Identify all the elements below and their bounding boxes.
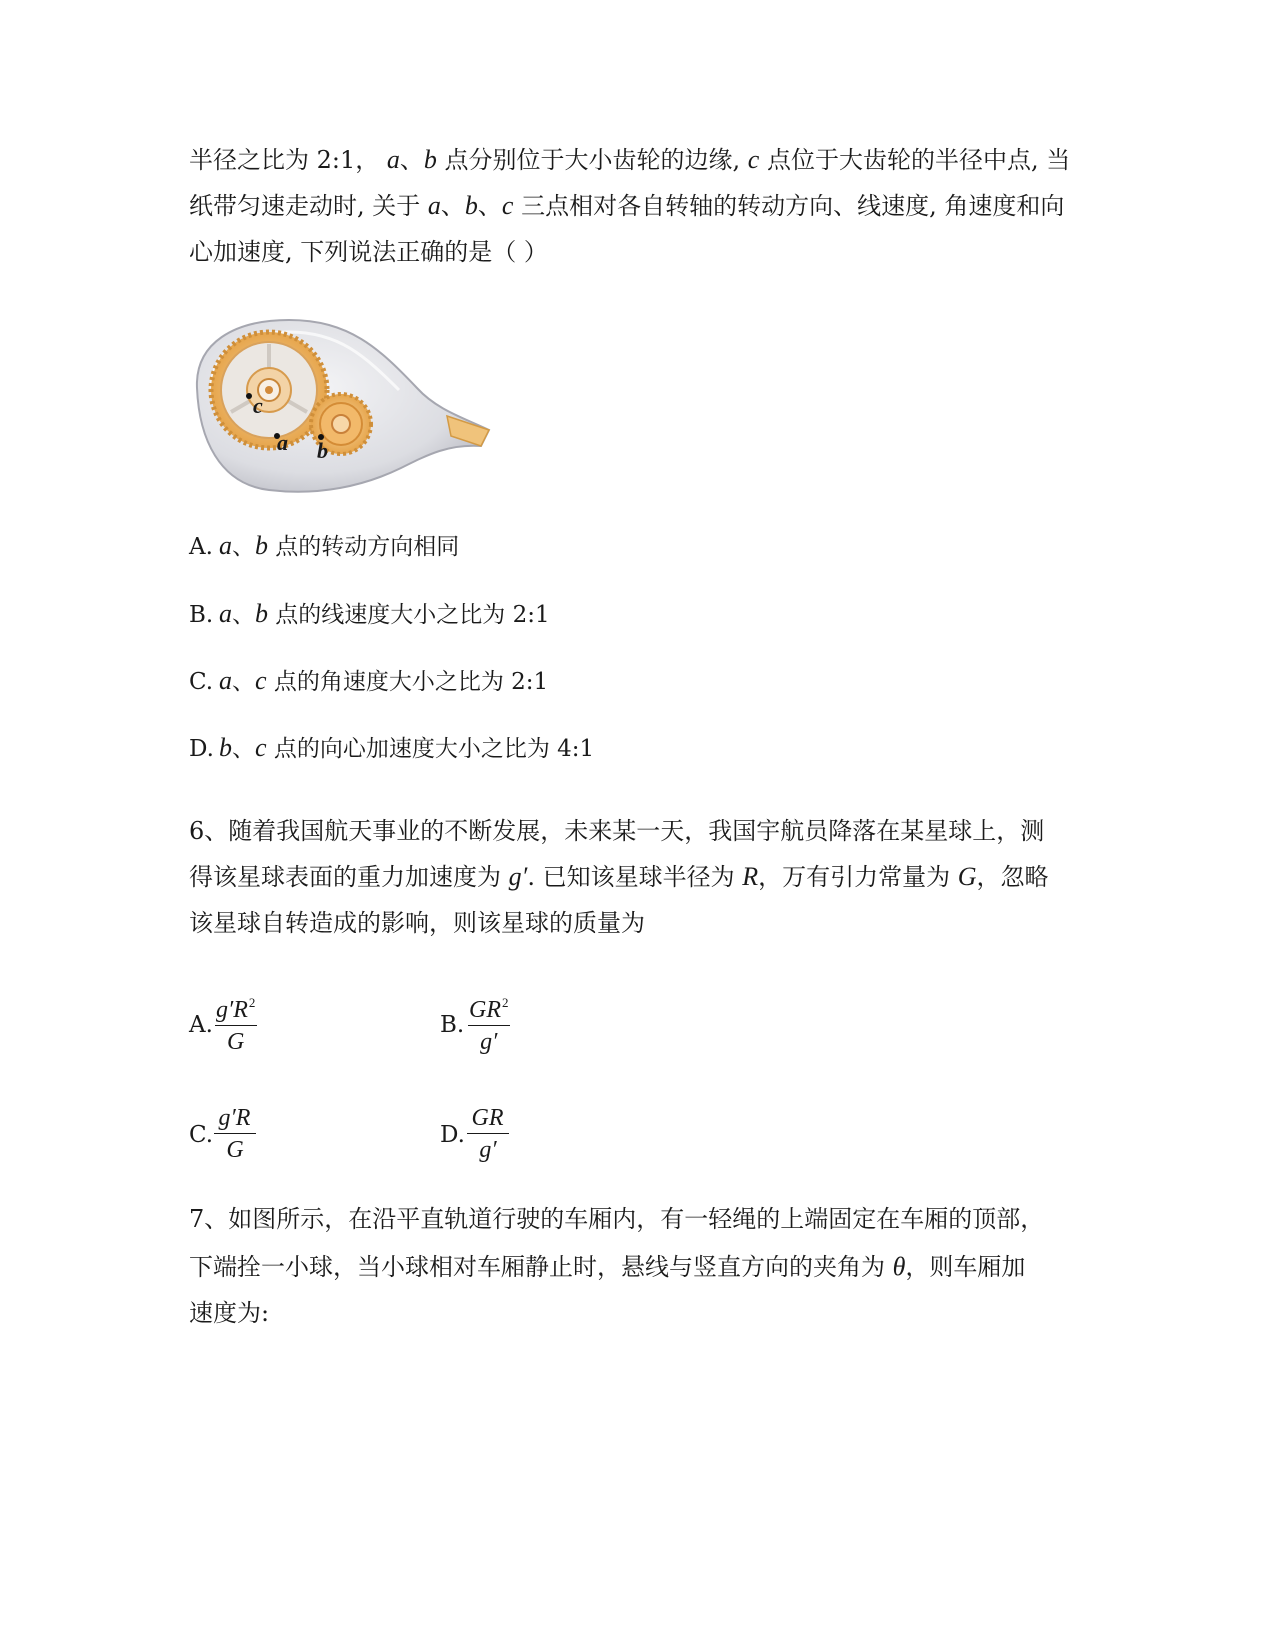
- q5-text: 纸带匀速走动时, 关于: [189, 192, 428, 220]
- fraction-d: [467, 1098, 509, 1163]
- option-text: 点的转动方向相同: [268, 534, 460, 560]
- fraction-a: [214, 990, 257, 1055]
- q7-text: ，则车厢加: [905, 1253, 1026, 1281]
- point-c: [246, 393, 252, 399]
- exponent: 2: [502, 995, 509, 1010]
- var-b: b: [464, 191, 478, 220]
- option-var: c: [255, 733, 267, 762]
- q6-line-1: 6、随着我国航天事业的不断发展，未来某一天，我国宇航员降落在某星球上，测: [189, 817, 1045, 845]
- q7-line-1: 7、如图所示，在沿平直轨道行驶的车厢内，有一轻绳的上端固定在车厢的顶部，: [189, 1205, 1045, 1233]
- option-label: C.: [189, 669, 214, 695]
- var-r: R: [742, 862, 759, 891]
- q5-option-c[interactable]: [189, 666, 548, 697]
- q5-text: 点分别位于大小齿轮的边缘,: [436, 146, 748, 174]
- numerator: g′R: [216, 997, 248, 1023]
- option-label: B.: [189, 602, 214, 628]
- option-sep: 、: [232, 669, 255, 695]
- q5-text: 、: [440, 192, 465, 220]
- option-label: D.: [440, 1122, 465, 1148]
- option-label: C.: [189, 1122, 214, 1148]
- denominator: g′: [467, 1133, 509, 1163]
- var-c: c: [501, 191, 514, 220]
- option-var: a: [219, 666, 232, 695]
- var-g-prime: g′: [508, 862, 528, 891]
- q6-text: . 已知该星球半径为: [527, 863, 743, 891]
- option-var: a: [219, 599, 232, 628]
- q6-text: ，万有引力常量为: [758, 863, 958, 891]
- denominator: G: [215, 1025, 257, 1055]
- q5-line-2: [189, 191, 1064, 221]
- var-a: a: [427, 191, 441, 220]
- fraction-b: [467, 990, 511, 1055]
- option-text: 点的向心加速度大小之比为 4:1: [266, 736, 595, 762]
- q5-option-a[interactable]: [189, 531, 459, 562]
- option-var: b: [219, 733, 232, 762]
- var-a: a: [386, 145, 400, 174]
- q6-line-3: 该星球自转造成的影响，则该星球的质量为: [189, 909, 645, 937]
- var-theta: θ: [892, 1252, 906, 1281]
- q5-line-3: 心加速度, 下列说法正确的是（ ）: [189, 238, 548, 266]
- option-label: B.: [440, 1012, 465, 1038]
- option-text: 点的线速度大小之比为 2:1: [268, 602, 550, 628]
- point-label-a: a: [277, 430, 288, 455]
- correction-tape-gear-figure: [189, 318, 509, 498]
- q5-line-1: [189, 145, 1070, 175]
- option-label: D.: [189, 736, 214, 762]
- option-sep: 、: [232, 602, 255, 628]
- option-var: b: [255, 599, 268, 628]
- q5-option-d[interactable]: [189, 733, 594, 764]
- var-b: b: [423, 145, 437, 174]
- option-var: a: [219, 531, 232, 560]
- denominator: g′: [468, 1025, 510, 1055]
- q6-text: ，忽略: [976, 863, 1049, 891]
- point-label-b: b: [317, 438, 328, 463]
- fraction-c: [214, 1098, 256, 1163]
- option-text: 点的角速度大小之比为 2:1: [266, 669, 549, 695]
- q6-line-2: [189, 862, 1049, 892]
- point-label-c: c: [253, 393, 263, 418]
- option-sep: 、: [232, 534, 255, 560]
- q5-text: 、: [399, 146, 424, 174]
- option-label: A.: [189, 1012, 213, 1038]
- numerator: GR: [471, 1105, 504, 1131]
- option-label: A.: [189, 534, 213, 560]
- q6-text: 得该星球表面的重力加速度为: [189, 863, 509, 891]
- option-var: b: [255, 531, 268, 560]
- q7-text: 下端拴一小球，当小球相对车厢静止时，悬线与竖直方向的夹角为: [189, 1253, 893, 1281]
- q5-text: 三点相对各自转轴的转动方向、线速度, 角速度和向: [513, 192, 1065, 220]
- exponent: 2: [248, 995, 256, 1010]
- q5-text: 、: [477, 192, 502, 220]
- var-g: G: [957, 862, 977, 891]
- q5-option-b[interactable]: [189, 599, 550, 630]
- numerator: g′R: [218, 1105, 251, 1131]
- denominator: G: [214, 1133, 256, 1163]
- var-c: c: [747, 145, 760, 174]
- q5-text: 半径之比为 2:1，: [189, 146, 387, 174]
- gear-diagram: [189, 318, 509, 498]
- numerator: GR: [469, 997, 501, 1023]
- q5-text: 点位于大齿轮的半径中点, 当: [759, 146, 1071, 174]
- q7-line-2: [189, 1252, 1025, 1282]
- option-var: c: [255, 666, 267, 695]
- q7-line-3: 速度为:: [189, 1299, 270, 1327]
- option-sep: 、: [232, 736, 255, 762]
